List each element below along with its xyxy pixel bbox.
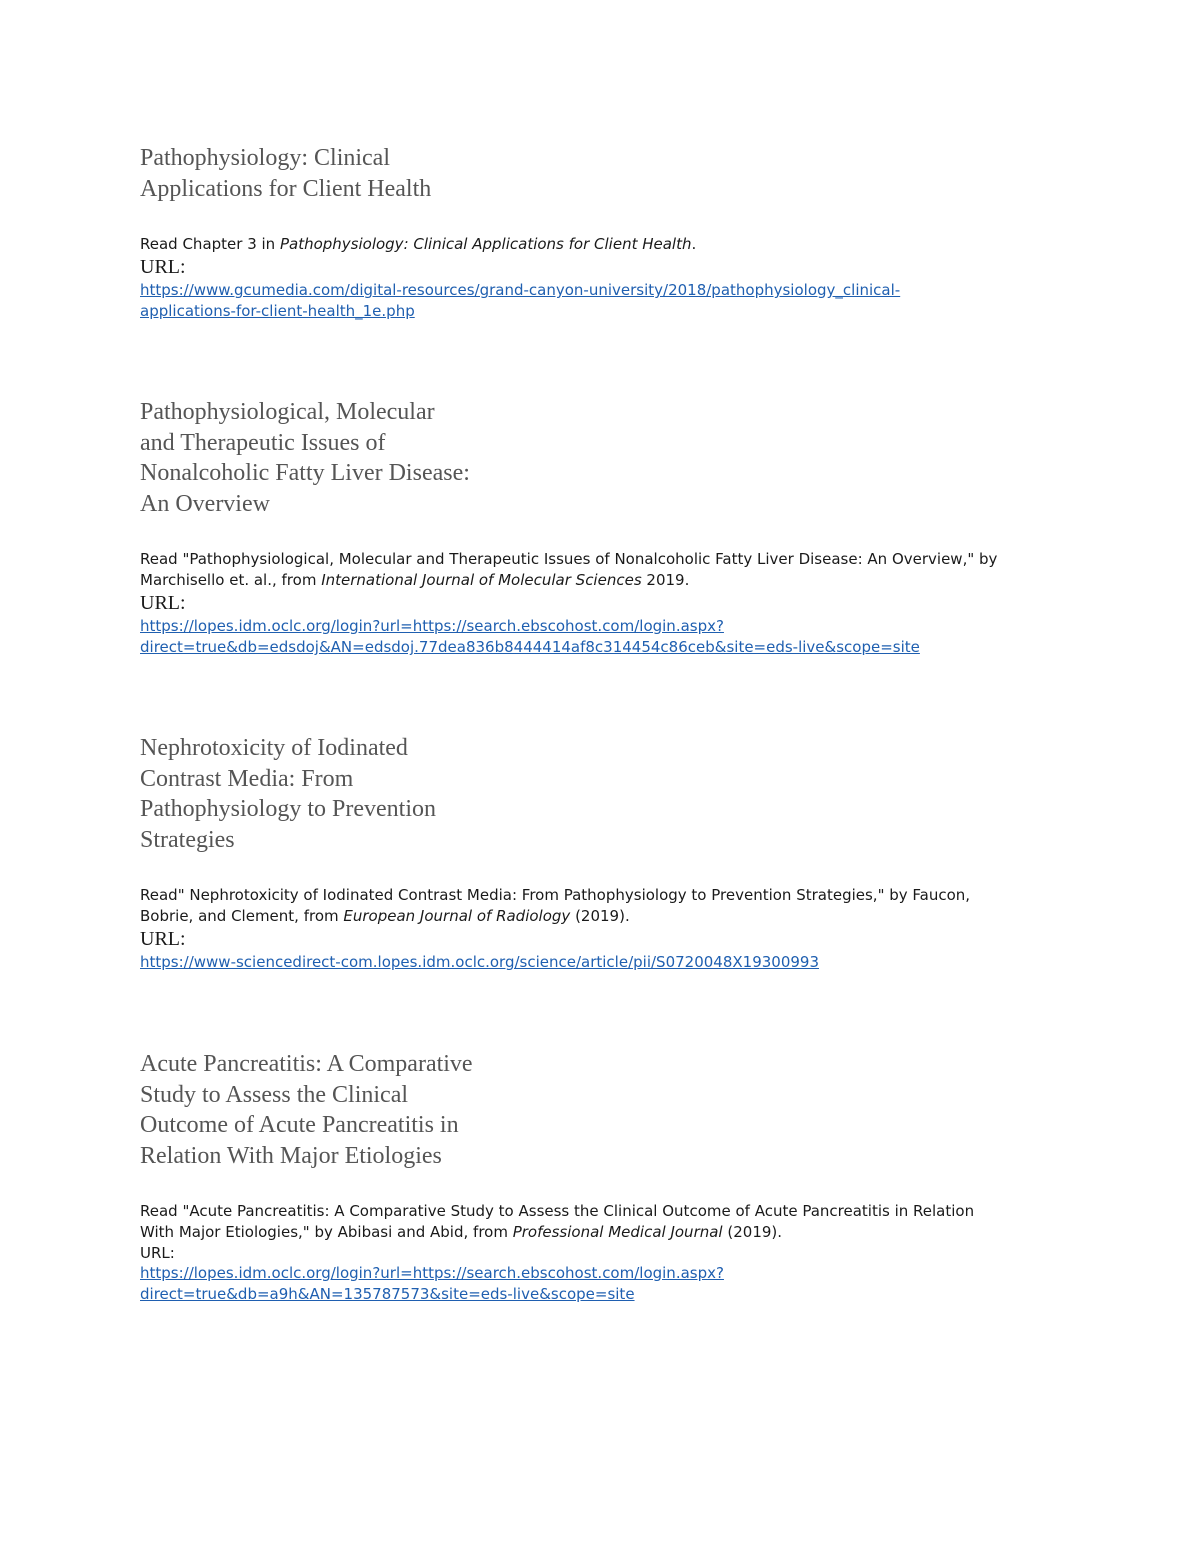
journal-title: International Journal of Molecular Sciences [321,571,642,589]
link-line[interactable]: https://www.gcumedia.com/digital-resources/grand-canyon-university/2018/pathophysiology_clinical- [140,281,901,299]
instruction-suffix: . [691,235,697,253]
title-line: Applications for Client Health [140,175,432,202]
link-line[interactable]: https://www-sciencedirect-com.lopes.idm.oclc.org/science/article/pii/S0720048X19300993 [140,953,819,971]
reading-instruction [140,885,1060,927]
resource-link[interactable] [140,616,1060,658]
title-line: Outcome of Acute Pancreatitis in [140,1112,459,1138]
resource-entry-1 [140,143,1060,322]
resource-link[interactable] [140,1263,1060,1305]
link-line[interactable]: https://lopes.idm.oclc.org/login?url=https://search.ebscohost.com/login.aspx? [140,617,724,635]
title-line: Strategies [140,826,235,853]
resource-entry-3 [140,733,1060,973]
instruction-suffix: 2019. [641,571,690,589]
url-label: URL: [140,1244,175,1262]
resource-link[interactable] [140,952,1060,973]
title-line: Contrast Media: From [140,765,354,792]
link-line[interactable]: direct=true&db=edsdoj&AN=edsdoj.77dea836b8444414af8c314454c86ceb&site=eds-live&scope=site [140,638,920,656]
resource-title [140,143,1060,204]
resource-title [140,1049,1060,1171]
url-label: URL: [140,592,186,614]
title-line: Pathophysiology to Prevention [140,796,436,822]
resource-title [140,397,1060,519]
instruction-text-2: Marchisello et. al., from [140,571,322,589]
journal-title: European Journal of Radiology [343,907,571,925]
title-line: Pathophysiology: Clinical [140,145,390,171]
book-title: Pathophysiology: Clinical Applications for Client Health [279,235,692,253]
instruction-text: Read Chapter 3 in [140,235,280,253]
reading-instruction [140,234,1060,255]
title-line: Acute Pancreatitis: A Comparative [140,1051,473,1077]
title-line: Relation With Major Etiologies [140,1142,442,1169]
resource-link[interactable] [140,280,1060,322]
link-line[interactable]: https://lopes.idm.oclc.org/login?url=https://search.ebscohost.com/login.aspx? [140,1264,724,1282]
title-line: Study to Assess the Clinical [140,1081,409,1108]
reading-instruction [140,1201,1060,1243]
resource-title [140,733,1060,855]
url-label: URL: [140,256,186,278]
journal-title: Professional Medical Journal [512,1223,723,1241]
title-line: and Therapeutic Issues of [140,429,386,456]
reading-instruction [140,549,1060,591]
instruction-text-2: Bobrie, and Clement, from [140,907,344,925]
link-line[interactable]: direct=true&db=a9h&AN=135787573&site=eds-live&scope=site [140,1285,635,1303]
instruction-text-2: With Major Etiologies," by Abibasi and Abid, from [140,1223,513,1241]
resource-entry-2 [140,397,1060,658]
instruction-text: Read" Nephrotoxicity of Iodinated Contrast Media: From Pathophysiology to Prevention Strategies," by Faucon, [140,886,971,904]
url-label: URL: [140,928,186,950]
instruction-suffix: (2019). [722,1223,783,1241]
title-line: Nonalcoholic Fatty Liver Disease: [140,460,470,486]
title-line: An Overview [140,490,270,517]
resource-entry-4 [140,1049,1060,1305]
instruction-suffix: (2019). [570,907,630,925]
instruction-text: Read "Acute Pancreatitis: A Comparative Study to Assess the Clinical Outcome of Acute Pancreatitis in Relation [140,1202,975,1220]
instruction-text: Read "Pathophysiological, Molecular and Therapeutic Issues of Nonalcoholic Fatty Liver Disease: An Overview," by [140,550,998,568]
link-line[interactable]: applications-for-client-health_1e.php [140,302,415,320]
title-line: Nephrotoxicity of Iodinated [140,735,408,761]
title-line: Pathophysiological, Molecular [140,399,435,425]
